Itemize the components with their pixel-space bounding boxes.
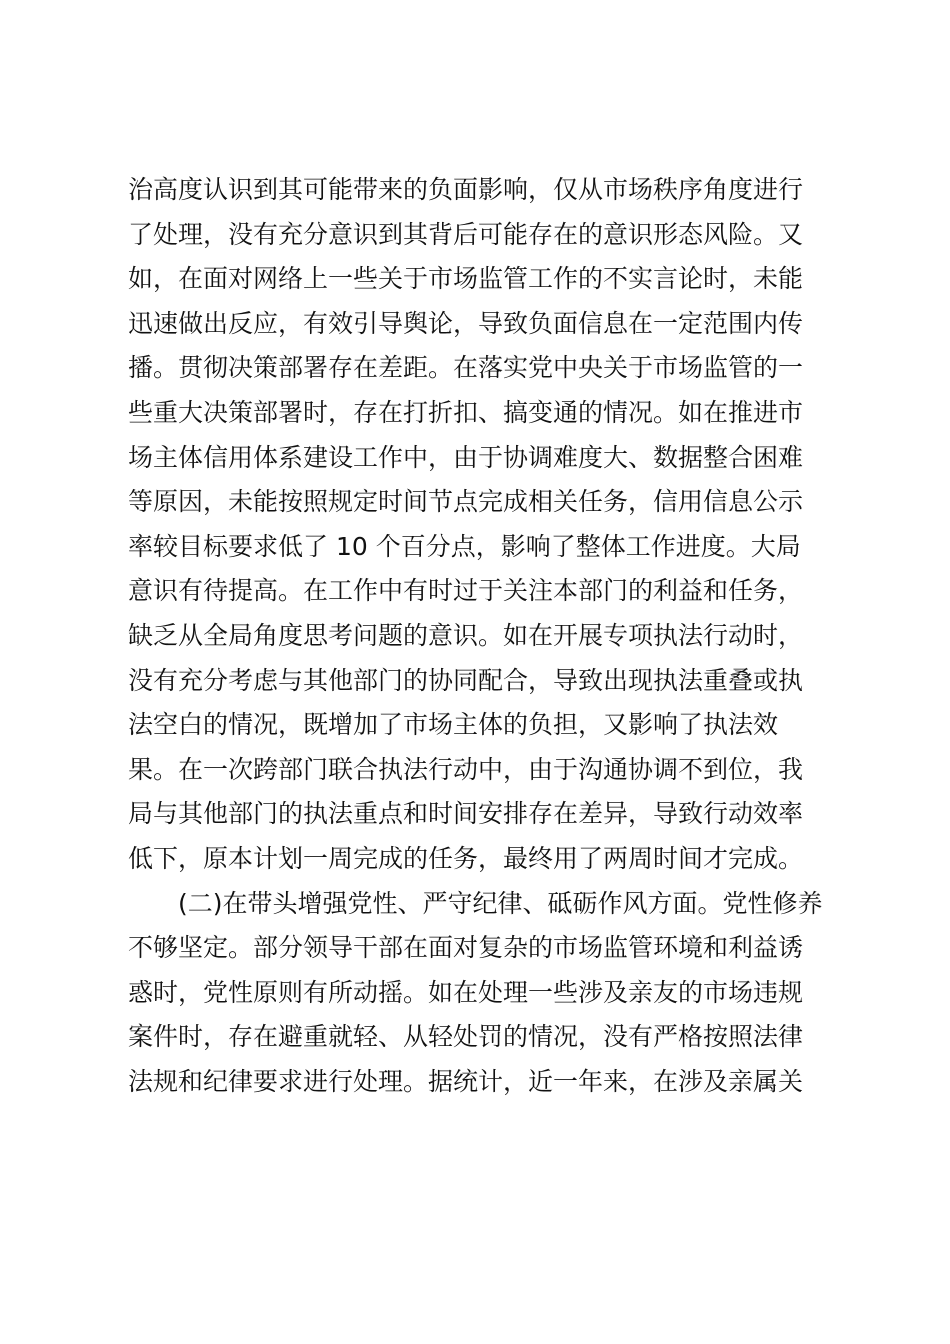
section-heading-line: (二)在带头增强党性、严守纪律、砥砺作风方面。党性修养 (178, 888, 823, 918)
text-line: 惑时，党性原则有所动摇。如在处理一些涉及亲友的市场违规 (128, 977, 804, 1007)
text-line: 不够坚定。部分领导干部在面对复杂的市场监管环境和利益诱 (128, 933, 804, 963)
text-line: 率较目标要求低了 10 个百分点，影响了整体工作进度。大局 (128, 531, 801, 561)
text-line: 播。贯彻决策部署存在差距。在落实党中央关于市场监管的一 (128, 353, 804, 383)
text-line: 低下，原本计划一周完成的任务，最终用了两周时间才完成。 (128, 843, 804, 873)
text-line: 了处理，没有充分意识到其背后可能存在的意识形态风险。又 (128, 219, 804, 249)
text-line: 等原因，未能按照规定时间节点完成相关任务，信用信息公示 (128, 487, 804, 517)
text-line: 法空白的情况，既增加了市场主体的负担，又影响了执法效 (128, 710, 779, 740)
text-line: 局与其他部门的执法重点和时间安排存在差异，导致行动效率 (128, 799, 804, 829)
text-line: 场主体信用体系建设工作中，由于协调难度大、数据整合困难 (128, 442, 804, 472)
text-line: 意识有待提高。在工作中有时过于关注本部门的利益和任务， (128, 576, 804, 606)
text-line: 缺乏从全局角度思考问题的意识。如在开展专项执法行动时， (128, 620, 804, 650)
text-line: 法规和纪律要求进行处理。据统计，近一年来，在涉及亲属关 (128, 1066, 804, 1096)
text-line: 迅速做出反应，有效引导舆论，导致负面信息在一定范围内传 (128, 308, 804, 338)
text-line: 案件时，存在避重就轻、从轻处罚的情况，没有严格按照法律 (128, 1022, 804, 1052)
body-text (128, 168, 828, 1104)
text-line: 治高度认识到其可能带来的负面影响，仅从市场秩序角度进行 (128, 175, 804, 204)
text-line: 没有充分考虑与其他部门的协同配合，导致出现执法重叠或执 (128, 665, 804, 695)
text-line: 如，在面对网络上一些关于市场监管工作的不实言论时，未能 (128, 264, 804, 294)
text-line: 些重大决策部署时，存在打折扣、搞变通的情况。如在推进市 (128, 397, 804, 427)
text-line: 果。在一次跨部门联合执法行动中，由于沟通协调不到位，我 (128, 754, 804, 784)
